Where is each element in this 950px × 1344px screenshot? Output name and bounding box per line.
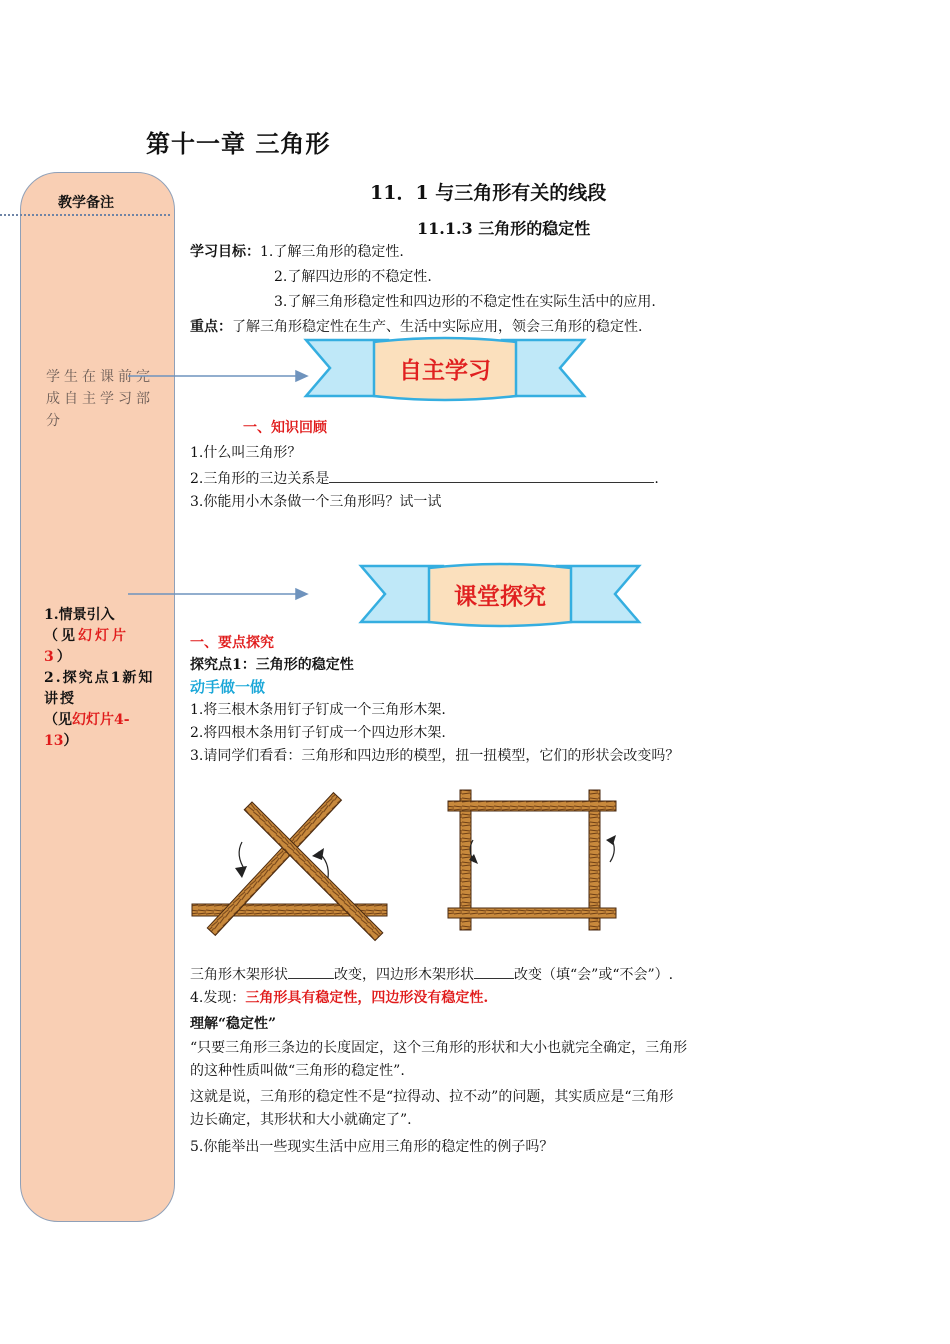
review-heading: 一、知识回顾 — [243, 420, 327, 436]
step1-ref: （见幻灯片3） — [44, 628, 129, 665]
objective-1: 1.了解三角形的稳定性. — [260, 244, 404, 260]
objectives — [190, 242, 404, 262]
objective-2: 2.了解四边形的不稳定性. — [274, 269, 432, 285]
understand-title: 理解“稳定性” — [190, 1016, 277, 1032]
explore-heading: 一、要点探究 — [190, 635, 274, 651]
answer-blank[interactable] — [329, 468, 654, 483]
fill-in-sentence: 三角形木架形状 改变，四边形木架形状 改变（填“会”或“不会”）. — [190, 964, 673, 985]
step2-ref: （见幻灯片4-13） — [44, 712, 130, 749]
step-2: 2.将四根木条用钉子钉成一个四边形木架. — [190, 725, 446, 741]
step2-label: 2.探究点1新知讲授 — [44, 670, 155, 707]
step-3: 3.请同学们看看：三角形和四边形的模型，扭一扭模型，它们的形状会改变吗？ — [190, 748, 680, 764]
banner-self-study-text: 自主学习 — [399, 358, 491, 384]
review-q2: 2.三角形的三边关系是 . — [190, 468, 659, 489]
triangle-frame — [192, 793, 387, 941]
step-1: 1.将三根木条用钉子钉成一个三角形木架. — [190, 702, 446, 718]
explore-point-title: 探究点1：三角形的稳定性 — [190, 657, 354, 673]
subsection-title: 11.1.3 三角形的稳定性 — [417, 219, 591, 238]
quad-answer-blank[interactable] — [474, 964, 514, 979]
paragraph-1-line-2: 的这种性质叫做“三角形的稳定性”. — [190, 1063, 405, 1079]
sidebar-note: 学生在课前完成自主学习部分 — [46, 369, 154, 429]
key-point-label: 重点： — [190, 319, 232, 335]
objectives-label: 学习目标： — [190, 244, 260, 260]
objective-3: 3.了解三角形稳定性和四边形的不稳定性在实际生活中的应用. — [274, 294, 656, 310]
chapter-title: 第十一章 三角形 — [146, 129, 331, 158]
wood-frames-illustration — [190, 780, 650, 950]
activity-heading: 动手做一做 — [190, 678, 266, 696]
question-5: 5.你能举出一些现实生活中应用三角形的稳定性的例子吗？ — [190, 1139, 554, 1155]
paragraph-2-line-2: 边长确定，其形状和大小就确定了”. — [190, 1112, 412, 1128]
banner-self-study — [300, 334, 590, 410]
sidebar-title: 教学备注 — [58, 195, 114, 211]
review-q1: 1.什么叫三角形？ — [190, 445, 302, 461]
paragraph-2-line-1: 这就是说，三角形的稳定性不是“拉得动、拉不动”的问题，其实质应是“三角形 — [190, 1089, 674, 1105]
banner-class-explore-text: 课堂探究 — [454, 584, 546, 610]
triangle-answer-blank[interactable] — [288, 964, 334, 979]
key-point-text: 了解三角形稳定性在生产、生活中实际应用，领会三角形的稳定性. — [232, 319, 643, 335]
rotate-arrow-left-icon — [239, 842, 245, 870]
review-q3: 3.你能用小木条做一个三角形吗？试一试 — [190, 494, 442, 510]
finding: 4.发现：三角形具有稳定性，四边形没有稳定性. — [190, 990, 489, 1006]
section-title: 11．1 与三角形有关的线段 — [370, 182, 607, 204]
step1-label: 1.情景引入 — [44, 607, 115, 623]
finding-text: 三角形具有稳定性，四边形没有稳定性. — [245, 990, 489, 1006]
banner-class-explore — [355, 560, 645, 636]
paragraph-1-line-1: “只要三角形三条边的长度固定，这个三角形的形状和大小也就完全确定，三角形 — [190, 1040, 688, 1056]
